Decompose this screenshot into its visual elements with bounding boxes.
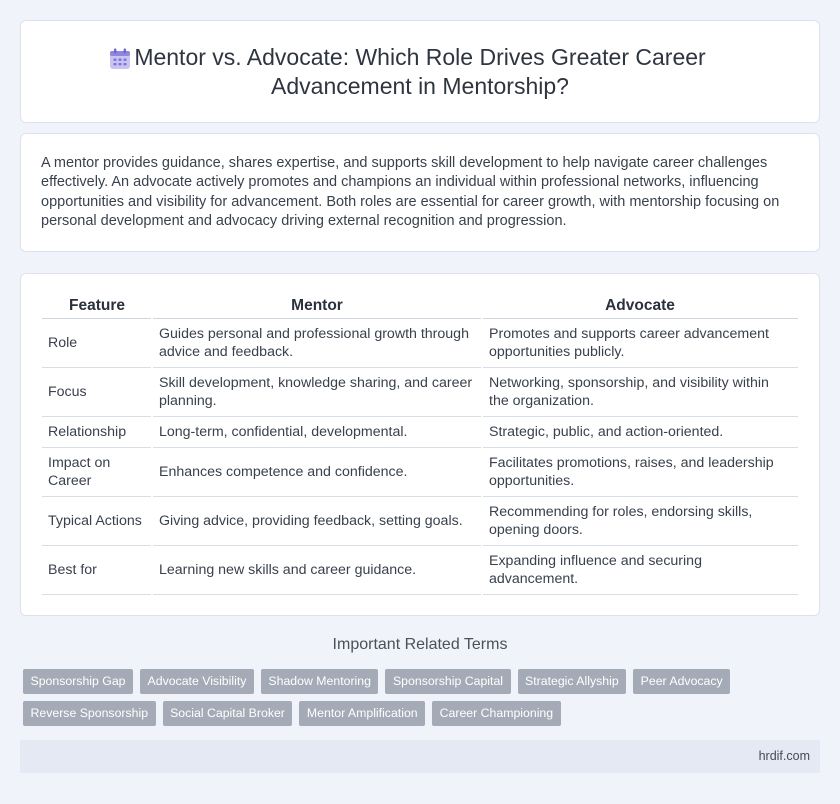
mentor-cell: Learning new skills and career guidance.	[152, 545, 482, 594]
mentor-cell: Skill development, knowledge sharing, and career planning.	[152, 367, 482, 416]
related-terms-heading: Important Related Terms	[332, 636, 508, 653]
feature-cell: Impact on Career	[42, 447, 152, 496]
feature-cell: Typical Actions	[42, 496, 152, 545]
tag-career-championing[interactable]: Career Championing	[432, 701, 560, 726]
advocate-cell: Facilitates promotions, raises, and leadership opportunities.	[482, 447, 798, 496]
table-row	[42, 367, 798, 416]
table-row	[42, 545, 798, 594]
tag-strategic-allyship[interactable]: Strategic Allyship	[518, 669, 627, 694]
advocate-cell: Networking, sponsorship, and visibility within the organization.	[482, 367, 798, 416]
tag-mentor-amplification[interactable]: Mentor Amplification	[299, 701, 425, 726]
table-row	[42, 416, 798, 447]
related-terms-list	[23, 669, 823, 733]
table-row	[42, 318, 798, 367]
table-header-row	[42, 295, 798, 318]
intro-card	[20, 133, 820, 252]
table-row	[42, 496, 798, 545]
tag-shadow-mentoring[interactable]: Shadow Mentoring	[261, 669, 379, 694]
tag-peer-advocacy[interactable]: Peer Advocacy	[633, 669, 730, 694]
footer-bar	[20, 740, 820, 773]
title-card	[20, 20, 820, 123]
advocate-cell: Strategic, public, and action-oriented.	[482, 416, 798, 447]
feature-cell: Best for	[42, 545, 152, 594]
intro-paragraph: A mentor provides guidance, shares expertise, and supports skill development to help navigate career challenges effectively. An advocate actively promotes and champions an individual within professional networks, influencing opportunities and visibility for advancement. Both roles are essential for career growth, with mentorship focusing on personal development and advocacy driving external recognition and progression.	[41, 155, 780, 230]
tag-reverse-sponsorship[interactable]: Reverse Sponsorship	[23, 701, 156, 726]
comparison-card	[20, 273, 820, 616]
advocate-cell: Expanding influence and securing advancement.	[482, 545, 798, 594]
header-mentor: Mentor	[152, 295, 482, 318]
table-row	[42, 447, 798, 496]
feature-cell: Focus	[42, 367, 152, 416]
footer-site-link[interactable]: hrdif.com	[758, 749, 810, 763]
advocate-cell: Recommending for roles, endorsing skills, opening doors.	[482, 496, 798, 545]
mentor-cell: Guides personal and professional growth through advice and feedback.	[152, 318, 482, 367]
tag-social-capital-broker[interactable]: Social Capital Broker	[163, 701, 293, 726]
tag-advocate-visibility[interactable]: Advocate Visibility	[140, 669, 254, 694]
header-feature: Feature	[42, 295, 152, 318]
mentor-cell: Giving advice, providing feedback, setting goals.	[152, 496, 482, 545]
comparison-table	[42, 295, 798, 595]
page-title: Mentor vs. Advocate: Which Role Drives Greater Career Advancement in Mentorship?	[134, 44, 706, 99]
advocate-cell: Promotes and supports career advancement opportunities publicly.	[482, 318, 798, 367]
feature-cell: Role	[42, 318, 152, 367]
header-advocate: Advocate	[482, 295, 798, 318]
tag-sponsorship-gap[interactable]: Sponsorship Gap	[23, 669, 133, 694]
mentor-cell: Enhances competence and confidence.	[152, 447, 482, 496]
feature-cell: Relationship	[42, 416, 152, 447]
tag-sponsorship-capital[interactable]: Sponsorship Capital	[385, 669, 510, 694]
mentor-cell: Long-term, confidential, developmental.	[152, 416, 482, 447]
